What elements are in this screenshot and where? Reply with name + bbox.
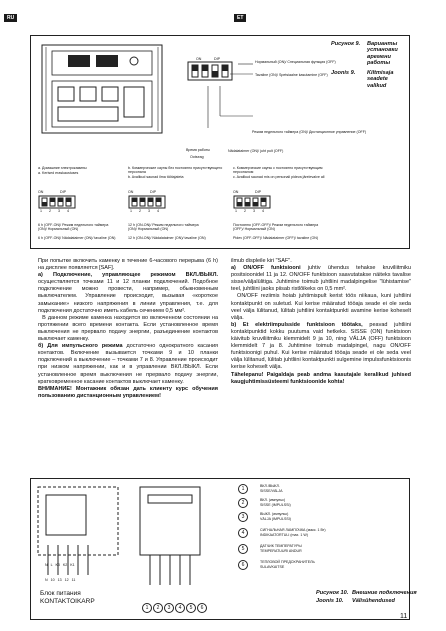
- et-p5-bold: Tähelepanu! Paigaldaja peab andma kasutajale keralikud juhised kaugjuhtimissüsteemi funktsioonide kohta!: [231, 371, 411, 385]
- legend-num-5: 5: [238, 544, 248, 554]
- dip-leader-lines: [178, 46, 258, 136]
- fig10-caption-et-label: Joonis 10.: [316, 598, 344, 604]
- fig9-caption-ru-label: Рисунок 9.: [331, 41, 361, 47]
- dip-nums: 1 2 3 4: [40, 209, 72, 213]
- box-title-ru: Блок питания: [40, 590, 81, 597]
- legend-num-2: 2: [238, 498, 248, 508]
- page-number: 11: [400, 613, 408, 620]
- ru-p4: достаточно однократного касания контактов. Включение вызывается точками 9 и 10 планки подключений а выключение – точками 7 и 8. Управление происходит при низком напряжении, как и в управлении ВКЛ./ВЫКЛ. Если установленное время выключения не прервало подачу энергии, кратковременное касание контактов выключает каменку.: [38, 343, 218, 385]
- legend-2-et: SISSE (IMPULSSI): [260, 503, 291, 507]
- legend-normal: Нормальный (ON)/ Специальная функция (OFF): [255, 60, 336, 64]
- option-c-ru: c. Коммерческие сауны с постоянно присутствующим персоналом: [233, 166, 323, 175]
- et-p2: juhtiv ühendus tehakse kruviliitmiku positsioonidel 11 ja 12. ON/OFF funktsioon saavutatakse näiteks tavalise sisse/väljalülitiga. Juhtimine toimub juhtliini madalpingelise "lühistamise" teel, juhtliini jaoks piisab ristlõikeks on 0,5 mm².: [231, 265, 411, 293]
- dip-b-label-et: 12 h (ON-ON)/ Nädalataimer (ON)/ tavaline (ON): [128, 236, 206, 240]
- et-p2-bold: a) ON/OFF funktsiooni: [231, 265, 301, 272]
- fig9-caption-ru-text: Варианты установки времени работы: [367, 41, 398, 66]
- ru-p2-bold: a) Подключение, управляющее режимом ВКЛ./ВЫКЛ.: [38, 272, 218, 279]
- option-a-ru: a. Домашние электрокамины: [38, 166, 87, 170]
- text-column-ru: [38, 258, 218, 400]
- dip-top-on-label: ON: [196, 57, 202, 61]
- fig10-caption-ru-label: Рисунок 10.: [316, 590, 349, 596]
- dip-option-b: [128, 190, 188, 220]
- ru-p3: В данном режиме каменка находится во включенном состоянии на протяжении всего времени контакта. Если установленное время выключения не прервало подачу энергии, разъединение контактов выключает каменку.: [38, 314, 219, 343]
- legend-4-et: INDIKAATORTULI (max. 1 W): [260, 533, 308, 537]
- fig9-caption-et-text: Kiltmisaja seadete valikud: [367, 70, 394, 89]
- box-title-et: KONTAKTOIKARP: [40, 598, 95, 605]
- ru-p2: осуществляется точками 11 и 12 планки подключений. Подобное подключение можно провести, например, обыкновенным выключателем. Управление происходит, вызывая «короткое замыкание» низкого напряжения в линии управления, т.е. для подключения достаточно иметь кабель сечением 0,5 мм².: [38, 279, 218, 314]
- callout-4: 4: [175, 603, 185, 613]
- et-p1: ilmub displeile kiri "SAF".: [231, 258, 292, 264]
- fig10-caption-ru-text: Внешние подключения: [352, 590, 417, 596]
- dip-nums: 1 2 3 4: [130, 209, 162, 213]
- dip-nums: 1 2 3 4: [235, 209, 267, 213]
- legend-5-ru: ДАТЧИК ТЕМПЕРАТУРЫ: [260, 544, 302, 548]
- text-column-et: [231, 258, 411, 386]
- dip-option-a: [38, 190, 98, 220]
- legend-4-ru: СИГНАЛЬНАЯ ЛАМПОЧКА (макс. 1 Вт): [260, 528, 326, 532]
- dip-c-label: Постоянно (OFF-OFF)/ Режим недельного таймера (OFF)/ Нормальный (ON): [233, 223, 319, 232]
- legend-3-et: VÄLJA (IMPULSSI): [260, 517, 291, 521]
- legend-work-et: Ootseag: [190, 155, 204, 159]
- legend-num-3: 3: [238, 512, 248, 522]
- et-p4: peavad juhtliini kontaktpunktid kokku puutuma vaid hetkeks. SISSE (ON) funktsioon käivitub kruviliitmiku klemmidelt 9 ja 10, ning VÄLJA (OFF) funktsioon klemmidelt 7 ja 8. Juhtimine toimub madalpingel, nagu ON/OFF funktsioonigi puhul. Kui kerise määratud tööaja seade ei ole seda veel välja lülitanud, lülitab juhtliini kontaktpunkti sulgemine impulssfunktsioonis kerise koheselt välja.: [231, 321, 411, 371]
- legend-5-et: TEMPERATUURI ANDUR: [260, 549, 302, 553]
- legend-work: Время работы: [186, 148, 211, 152]
- legend-3-ru: ВЫКЛ. (импульс): [260, 512, 289, 516]
- fig9-caption-et-label: Joonis 9.: [331, 70, 356, 76]
- legend-num-4: 4: [238, 528, 248, 538]
- option-b-et: b. Avalikud saunad ilma töötajateta: [128, 175, 184, 179]
- legend-normal-et: Tavaline (ON)/ Spetsiaalne kasutamine (OFF): [255, 73, 328, 77]
- legend-timer: Режим недельного таймера (ON)/ Дистанционное управление (OFF): [252, 130, 367, 134]
- option-b-ru: b. Коммерческие сауны без постоянно присутствующего персонала: [128, 166, 223, 175]
- callout-5: 5: [186, 603, 196, 613]
- dip-option-c: [233, 190, 293, 220]
- legend-6-ru: ТЕПЛОВОЙ ПРЕДОХРАНИТЕЛЬ: [260, 560, 315, 564]
- fig10-legend: [238, 484, 403, 584]
- callout-2: 2: [153, 603, 163, 613]
- legend-num-1: 1: [238, 484, 248, 494]
- ru-p1: При попытке включить каменку в течение 6-часового перерыва (6 h) на дисплее появляется [SAF].: [38, 258, 218, 272]
- legend-num-6: 6: [238, 560, 248, 570]
- lang-tag-ru: RU: [4, 14, 17, 22]
- dip-dip-label: DIP: [60, 190, 66, 194]
- fig10-caption-et-text: Välisühendused: [352, 598, 395, 604]
- dip-top-dip-label: DIP: [214, 57, 220, 61]
- et-p4-bold: b) Et elektriimpulsside funktsioon töötaks,: [231, 321, 363, 328]
- dip-dip-label: DIP: [255, 190, 261, 194]
- terminals-bottom: N 10 13 12 11: [45, 578, 76, 582]
- dip-dip-label: DIP: [150, 190, 156, 194]
- legend-6-et: SULAVKAITSE: [260, 565, 285, 569]
- callout-3: 3: [164, 603, 174, 613]
- dip-on-label: ON: [233, 190, 239, 194]
- et-p3: ON/OFF reziimis hoiab juhtimispult kerist töös niikaua, kuni juhtliini kontaktpunkt on suletud. Kui kerise määratud tööaja seade ei ole seda veel välja lülitanud, lülitab juhtliini kontaktpunkti avamine kerise koheselt välja.: [231, 293, 411, 321]
- control-panel-drawing: [38, 43, 178, 138]
- legend-1-et: SISSE/VÄLJA: [260, 489, 283, 493]
- dip-on-label: ON: [128, 190, 134, 194]
- legend-2-ru: ВКЛ. (импульс): [260, 498, 286, 502]
- legend-timer-et: Nädalataimer (ON)/ juht pult (OFF): [228, 149, 284, 153]
- callout-1: 1: [142, 603, 152, 613]
- option-c-et: c. Avalikud saunad mis on personali pideva järelevalve all: [233, 175, 325, 179]
- legend-1-ru: ВКЛ./ВЫКЛ.: [260, 484, 280, 488]
- dip-b-label: 12 h (ON-ON)/ Режим недельного таймера (ON)/ Нормальный (ON): [128, 223, 199, 232]
- dip-c-label-et: Pidev (OFF-OFF)/ Nädalataimer (OFF)/ tavaline (ON): [233, 236, 319, 240]
- dip-on-label: ON: [38, 190, 44, 194]
- ru-p4-bold: б) Для импульсного режима: [38, 343, 123, 350]
- callout-6: 6: [197, 603, 207, 613]
- ru-p5-bold: ВНИМАНИЕ! Монтажник обязан дать клиенту курс обучения пользованию дистанционным управлением!: [38, 385, 218, 399]
- dip-a-label: 6 h (OFF-ON)/ Режим недельного таймера (ON)/ Нормальный (ON): [38, 223, 109, 232]
- lang-tag-et: ET: [234, 14, 246, 22]
- terminals-top: N L K3 K2 K1: [45, 563, 75, 567]
- dip-a-label-et: 6 h (OFF-ON)/ Nädalataimer (ON)/ tavaline (ON): [38, 236, 116, 240]
- option-a-et: a. Kerised eraskaustuses: [38, 171, 79, 175]
